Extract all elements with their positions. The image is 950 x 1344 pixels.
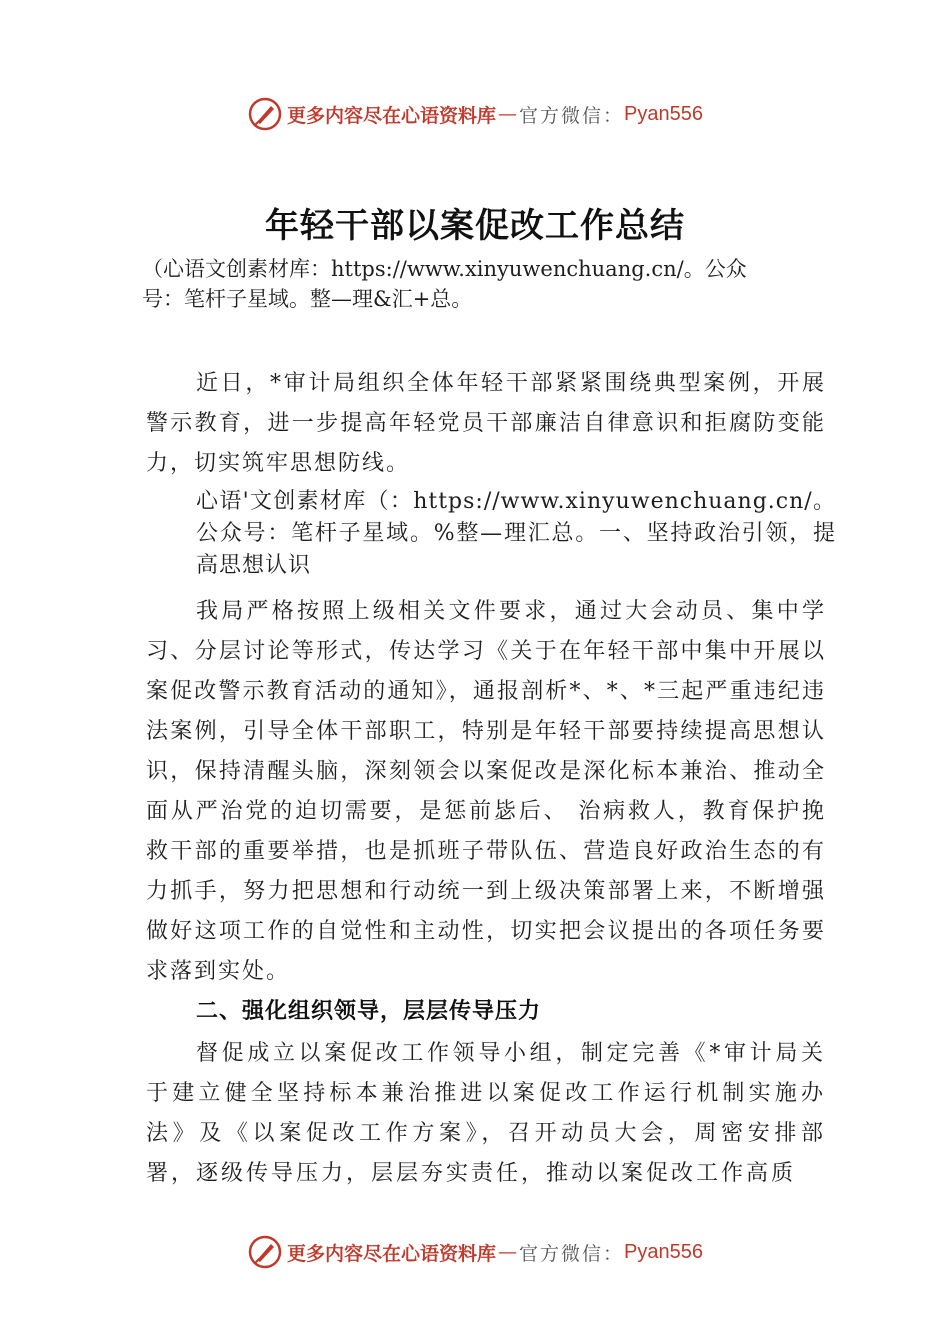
banner-wechat-label: 官方微信： bbox=[519, 104, 625, 127]
section-heading-2: 二、强化组织领导，层层传导压力 bbox=[196, 999, 542, 1024]
source-line-1: （心语文创素材库：https://www.xinyuwenchuang.cn/。公众 bbox=[142, 257, 747, 281]
header-banner bbox=[0, 94, 950, 134]
paragraph-intro: 近日，*审计局组织全体年轻干部紧紧围绕典型案例，开展警示教育，进一步提高年轻党员干部廉洁自律意识和拒腐防变能力，切实筑牢思想防线。 bbox=[146, 371, 826, 476]
banner-separator: — bbox=[498, 103, 518, 125]
paragraph-source-and-heading-1: 心语'文创素材库（：https://www.xinyuwenchuang.cn/。公众号：笔杆子星域。%整—理汇总。一、坚持政治引领，提高思想认识 bbox=[196, 489, 836, 578]
paragraph-organization: 督促成立以案促改工作领导小组，制定完善《*审计局关于建立健全坚持标本兼治推进以案促改工作运行机制实施办法》及《以案促改工作方案》，召开动员大会，周密安排部署，逐级传导压力，层层夯实责任，推动以案促改工作高质 bbox=[146, 1041, 826, 1186]
banner-main-text: 更多内容尽在心语资料库 bbox=[287, 104, 497, 127]
quill-logo-icon bbox=[247, 96, 283, 132]
banner-main-text: 更多内容尽在心语资料库 bbox=[287, 1242, 497, 1265]
footer-banner bbox=[0, 1232, 950, 1272]
banner-separator: — bbox=[498, 1241, 518, 1263]
banner-wechat-id: Pyan556 bbox=[624, 102, 703, 125]
document-title: 年轻干部以案促改工作总结 bbox=[265, 206, 685, 246]
source-line-2: 号：笔杆子星域。整—理&汇+总。 bbox=[142, 287, 473, 311]
quill-logo-icon bbox=[247, 1234, 283, 1270]
banner-wechat-id: Pyan556 bbox=[624, 1240, 703, 1263]
banner-wechat-label: 官方微信： bbox=[519, 1242, 625, 1265]
paragraph-political-guidance: 我局严格按照上级相关文件要求，通过大会动员、集中学习、分层讨论等形式，传达学习《关于在年轻干部中集中开展以案促改警示教育活动的通知》，通报剖析*、*、*三起严重违纪违法案例，引导全体干部职工，特别是年轻干部要持续提高思想认识，保持清醒头脑，深刻领会以案促改是深化标本兼治、推动全面从严治党的迫切需要，是惩前毖后、 治病救人，教育保护挽救干部的重要举措，也是抓班子带队伍、营造良好政治生态的有力抓手，努力把思想和行动统一到上级决策部署上来，不断增强做好这项工作的自觉性和主动性，切实把会议提出的各项任务要求落到实处。 bbox=[146, 599, 826, 984]
